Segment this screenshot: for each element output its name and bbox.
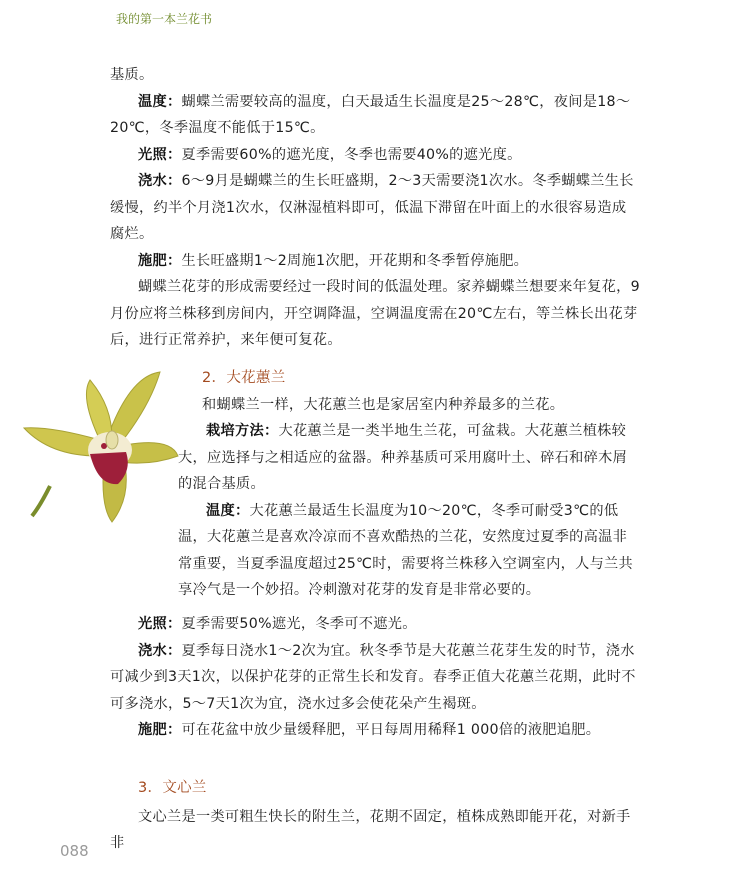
label-fertilize: 施肥： (138, 252, 182, 269)
paragraph-temperature (110, 89, 640, 142)
text-cultivation-method: 大花蕙兰是一类半地生兰花，可盆栽。大花蕙兰植株较大，应选择与之相适应的盆器。种养基质可采用腐叶土、碎石和碎木屑的混合基质。 (178, 423, 628, 492)
paragraph-reflowering: 蝴蝶兰花芽的形成需要经过一段时间的低温处理。家养蝴蝶兰想要来年复花，9月份应将兰株移到房间内，开空调降温，空调温度需在20℃左右，等兰株长出花芽后，进行正常养护，来年便可复花。 (110, 279, 640, 348)
section-3-heading: 3．文心兰 (138, 780, 207, 796)
label-temperature: 温度： (138, 93, 182, 110)
label-section2-temperature: 温度： (206, 502, 250, 519)
paragraph-section2-fertilize (110, 717, 640, 744)
label-section2-light: 光照： (138, 616, 182, 632)
paragraph-section2-light (110, 611, 640, 638)
text-section2-light: 夏季需要50%遮光，冬季可不遮光。 (181, 616, 417, 632)
label-section2-water: 浇水： (138, 642, 182, 659)
label-water: 浇水： (138, 173, 182, 189)
paragraph-fertilize (110, 248, 640, 275)
label-cultivation-method: 栽培方法： (206, 423, 279, 439)
section-2-lower-block (110, 611, 640, 744)
text-temperature: 蝴蝶兰需要较高的温度，白天最适生长温度是25～28℃，夜间是18～20℃，冬季温度不能低于15℃。 (110, 93, 631, 136)
paragraph-cultivation-method (178, 418, 640, 498)
paragraph-section2-temperature (178, 498, 640, 604)
label-section2-fertilize: 施肥： (138, 722, 182, 738)
text-light: 夏季需要60%的遮光度，冬季也需要40%的遮光度。 (181, 146, 522, 163)
section-2-heading: 2．大花蕙兰 (202, 370, 286, 386)
paragraph-light (110, 142, 640, 169)
section-2-block (178, 365, 640, 604)
section-3-block (110, 775, 640, 857)
page-number: 088 (60, 842, 89, 860)
text-section2-water: 夏季每日浇水1～2次为宜。秋冬季节是大花蕙兰花芽生发的时节，浇水可减少到3天1次，以保护花芽的正常生长和发育。春季正值大花蕙兰花期，此时不可多浇水，5～7天1次为宜，浇水过多会使花朵产生褐斑。 (110, 642, 636, 712)
text-section2-temperature: 大花蕙兰最适生长温度为10～20℃，冬季可耐受3℃的低温，大花蕙兰是喜欢冷凉而不喜欢酷热的兰花，安然度过夏季的高温非常重要，当夏季温度超过25℃时，需要将兰株移入空调室内，人与兰共享冷气是一个妙招。冷刺激对花芽的发育是非常必要的。 (178, 502, 634, 598)
text-fertilize: 生长旺盛期1～2周施1次肥，开花期和冬季暂停施肥。 (181, 252, 529, 269)
text-water: 6～9月是蝴蝶兰的生长旺盛期，2～3天需要浇1次水。冬季蝴蝶兰生长缓慢，约半个月浇1次水，仅淋湿植料即可，低温下滞留在叶面上的水很容易造成腐烂。 (110, 173, 634, 242)
cymbidium-flower-image (20, 366, 180, 524)
text-section2-fertilize: 可在花盆中放少量缓释肥，平日每周用稀释1 000倍的液肥追肥。 (181, 722, 601, 738)
paragraph-water (110, 168, 640, 248)
top-text-block (110, 62, 640, 354)
label-light: 光照： (138, 146, 182, 163)
paragraph-section2-water (110, 638, 640, 718)
section-2-intro: 和蝴蝶兰一样，大花蕙兰也是家居室内种养最多的兰花。 (202, 396, 565, 413)
paragraph-substrate-end: 基质。 (110, 67, 154, 83)
running-header: 我的第一本兰花书 (116, 12, 213, 26)
section-3-intro: 文心兰是一类可粗生快长的附生兰，花期不固定，植株成熟即能开花，对新手非 (110, 808, 631, 851)
